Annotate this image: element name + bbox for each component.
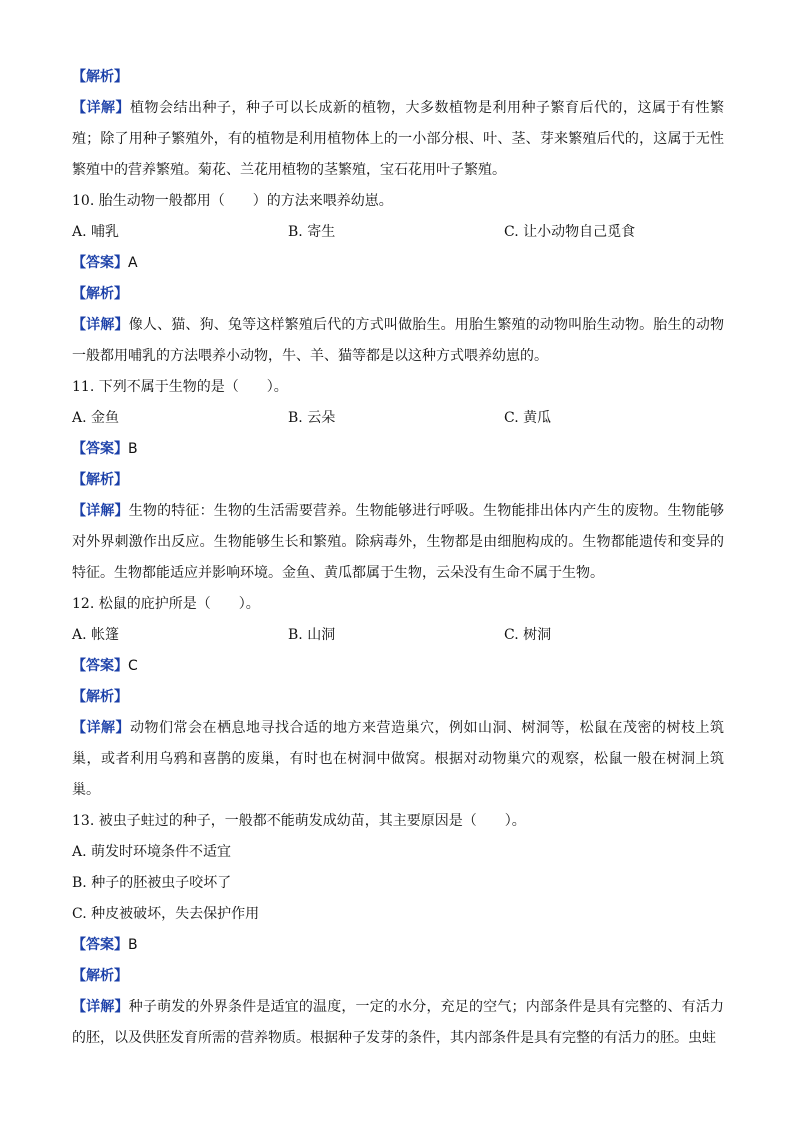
option-b: B. 种子的胚被虫子咬坏了 bbox=[72, 875, 232, 891]
detail-paragraph: 【详解】种子萌发的外界条件是适宜的温度，一定的水分，充足的空气；内部条件是具有完整的、有活力的胚，以及供胚发育所需的营养物质。根据种子发芽的条件，其内部条件是具有完整的有活力的胚。虫蛀 bbox=[72, 999, 725, 1046]
option-b: B. 山洞 bbox=[288, 627, 336, 643]
detail-paragraph: 【详解】生物的特征：生物的生活需要营养。生物能够进行呼吸。生物能排出体内产生的废物。生物能够对外界刺激作出反应。生物能够生长和繁殖。除病毒外，生物都是由细胞构成的。生物都能遗传和变异的特征。生物都能适应并影响环境。金鱼、黄瓜都属于生物，云朵没有生命不属于生物。 bbox=[72, 503, 725, 581]
question-12-options bbox=[72, 620, 724, 651]
option-a: A. 帐篷 bbox=[72, 627, 120, 643]
analysis-label: 【解析】 bbox=[72, 472, 128, 488]
option-b: B. 云朵 bbox=[288, 410, 336, 426]
option-c: C. 让小动物自己觅食 bbox=[504, 224, 636, 240]
analysis-label: 【解析】 bbox=[72, 286, 128, 302]
detail-paragraph: 【详解】像人、猫、狗、兔等这样繁殖后代的方式叫做胎生。用胎生繁殖的动物叫胎生动物。胎生的动物一般都用哺乳的方法喂养小动物，牛、羊、猫等都是以这种方式喂养幼崽的。 bbox=[72, 317, 725, 364]
detail-paragraph: 【详解】动物们常会在栖息地寻找合适的地方来营造巢穴，例如山洞、树洞等，松鼠在茂密的树枝上筑巢，或者利用乌鸦和喜鹊的废巢，有时也在树洞中做窝。根据对动物巢穴的观察，松鼠一般在树洞上筑巢。 bbox=[72, 720, 724, 798]
option-c: C. 树洞 bbox=[504, 627, 552, 643]
answer-11: 【答案】B bbox=[72, 441, 138, 457]
answer-13: 【答案】B bbox=[72, 937, 138, 953]
answer-12: 【答案】C bbox=[72, 658, 138, 674]
analysis-label: 【解析】 bbox=[72, 689, 128, 705]
option-a: A. 哺乳 bbox=[72, 224, 120, 240]
question-10: 10. 胎生动物一般都用（ ）的方法来喂养幼崽。 bbox=[72, 193, 393, 209]
question-12: 12. 松鼠的庇护所是（ ）。 bbox=[72, 596, 260, 612]
analysis-label: 【解析】 bbox=[72, 69, 128, 85]
document-page bbox=[72, 62, 724, 1054]
question-11-options bbox=[72, 403, 724, 434]
question-13: 13. 被虫子蛀过的种子，一般都不能萌发成幼苗，其主要原因是（ ）。 bbox=[72, 813, 526, 829]
analysis-label: 【解析】 bbox=[72, 968, 128, 984]
answer-10: 【答案】A bbox=[72, 255, 138, 271]
option-c: C. 黄瓜 bbox=[504, 410, 552, 426]
question-10-options bbox=[72, 217, 724, 248]
option-a: A. 萌发时环境条件不适宜 bbox=[72, 844, 232, 860]
option-c: C. 种皮被破坏，失去保护作用 bbox=[72, 906, 260, 922]
option-b: B. 寄生 bbox=[288, 224, 336, 240]
detail-paragraph: 【详解】植物会结出种子，种子可以长成新的植物，大多数植物是利用种子繁育后代的，这属于有性繁殖；除了用种子繁殖外，有的植物是利用植物体上的一小部分根、叶、茎、芽来繁殖后代的，这属于无性繁殖中的营养繁殖。菊花、兰花用植物的茎繁殖，宝石花用叶子繁殖。 bbox=[72, 100, 724, 178]
question-11: 11. 下列不属于生物的是（ ）。 bbox=[72, 379, 288, 395]
option-a: A. 金鱼 bbox=[72, 410, 120, 426]
